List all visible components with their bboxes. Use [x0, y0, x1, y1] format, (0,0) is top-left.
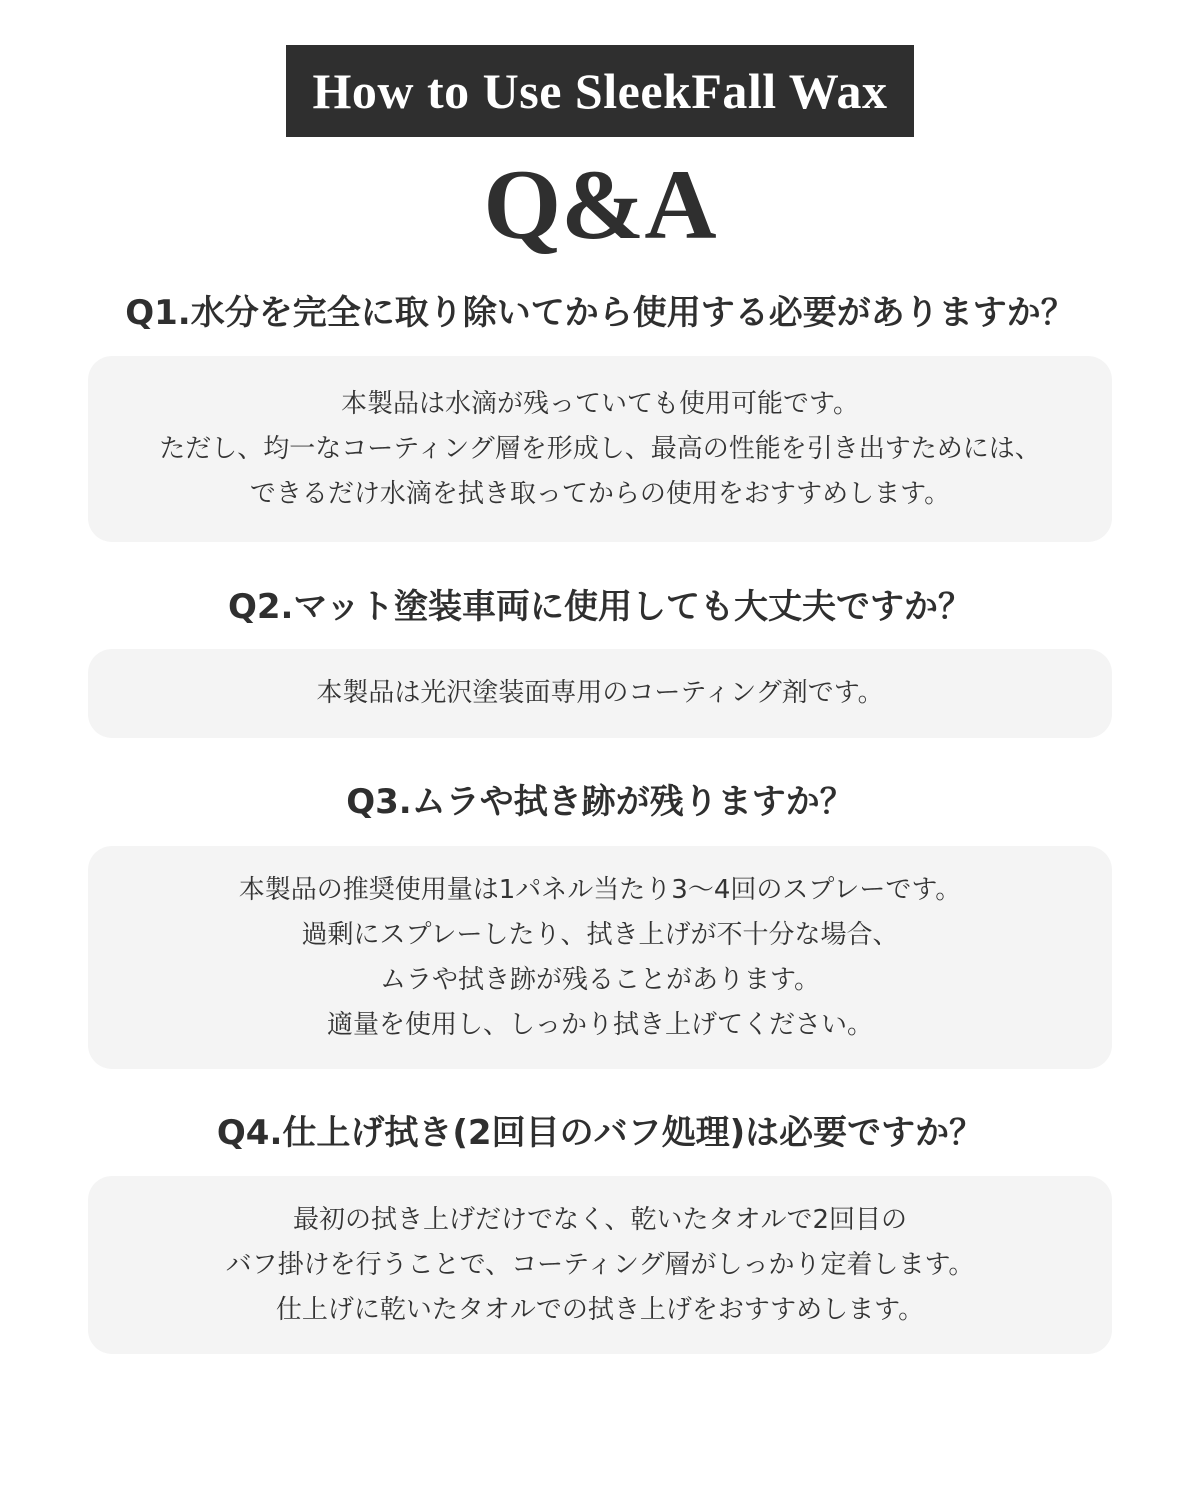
- answer-box-3: [88, 846, 1112, 1069]
- qa-heading: Q&A: [483, 149, 717, 260]
- answer-4-line-3: 仕上げに乾いたタオルでの拭き上げをおすすめします。: [275, 1294, 925, 1325]
- answer-box-2: [88, 649, 1112, 738]
- answer-box-1: [88, 356, 1112, 542]
- answer-1-line-1: 本製品は水滴が残っていても使用可能です。: [341, 388, 859, 419]
- answer-3-line-4: 適量を使用し、しっかり拭き上げてください。: [326, 1009, 873, 1040]
- answer-1-line-2: ただし、均一なコーティング層を形成し、最高の性能を引き出すためには、: [159, 433, 1041, 464]
- answer-3-line-1: 本製品の推奨使用量は1パネル当たり3〜4回のスプレーです。: [238, 874, 962, 905]
- answer-3-line-3: ムラや拭き跡が残ることがあります。: [380, 964, 820, 995]
- answer-4-line-2: バフ掛けを行うことで、コーティング層がしっかり定着します。: [225, 1249, 975, 1280]
- question-2: Q2.マット塗装車両に使用しても大丈夫ですか？: [227, 587, 973, 627]
- title-banner: [286, 45, 914, 137]
- answer-box-4: [88, 1176, 1112, 1354]
- answer-4-line-1: 最初の拭き上げだけでなく、乾いたタオルで2回目の: [292, 1204, 908, 1235]
- answer-1-line-3: できるだけ水滴を拭き取ってからの使用をおすすめします。: [249, 478, 951, 509]
- question-4: Q4.仕上げ拭き(2回目のバフ処理)は必要ですか？: [216, 1113, 984, 1153]
- question-1: Q1.水分を完全に取り除いてから使用する必要がありますか？: [125, 293, 1075, 333]
- answer-2-line-1: 本製品は光沢塗装面専用のコーティング剤です。: [316, 678, 884, 708]
- banner-title: How to Use SleekFall Wax: [312, 63, 888, 119]
- answer-3-line-2: 過剰にスプレーしたり、拭き上げが不十分な場合、: [301, 919, 899, 950]
- question-3: Q3.ムラや拭き跡が残りますか？: [346, 782, 854, 822]
